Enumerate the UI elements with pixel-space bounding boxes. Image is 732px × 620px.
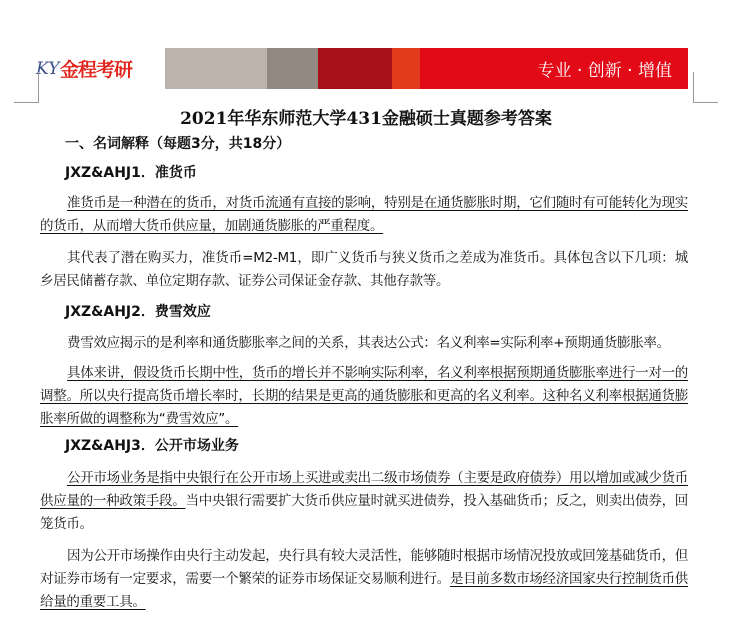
- underlined-text: 准货币是一种潜在的货币，对货币流通有直接的影响，特别是在通货膨胀时期，它们随时有可能转化为现实的货币，从而增大货币供应量，加剧通货膨胀的严重程度。: [40, 195, 688, 234]
- tagline: 专业 · 创新 · 增值: [420, 48, 688, 89]
- paragraph: [40, 332, 688, 355]
- paragraph: [40, 362, 688, 431]
- section-heading: 一、名词解释（每题3分，共18分）: [65, 136, 291, 152]
- paragraph: [40, 545, 688, 614]
- item-heading: JXZ&AHJ3．公开市场业务: [65, 438, 239, 454]
- logo: [36, 48, 165, 89]
- item-heading: JXZ&AHJ1．准货币: [65, 165, 197, 181]
- underlined-text: 公开市场业务是指中央银行在公开市场上买进或卖出二级市场债券（主要是政府债券）用以增加或减少货币供应量的一种政策手段。: [40, 470, 688, 509]
- paragraph: [40, 192, 688, 238]
- logo-text: 金程考研: [60, 59, 133, 81]
- color-block: [165, 48, 267, 89]
- page-corner-mark: [14, 72, 39, 103]
- text: 因为公开市场操作由央行主动发起，央行具有较大灵活性，能够随时根据市场情况投放或回笼基础货币，但对证券市场有一定要求，需要一个繁荣的证券市场保证交易顺利进行。: [40, 548, 688, 587]
- color-block: [267, 48, 318, 89]
- item-heading: JXZ&AHJ2．费雪效应: [65, 304, 211, 320]
- color-block: [318, 48, 392, 89]
- document-title: 2021年华东师范大学431金融硕士真题参考答案: [180, 109, 552, 129]
- underlined-text: 是目前多数市场经济国家央行控制货币供给量的重要工具。: [40, 571, 688, 610]
- header-banner: [36, 48, 688, 89]
- text: 其代表了潜在购买力，准货币=M2-M1，即广义货币与狭义货币之差成为准货币。具体包含以下几项：城乡居民储蓄存款、单位定期存款、证券公司保证金存款、其他存款等。: [40, 250, 688, 289]
- underlined-text: 具体来讲，假设货币长期中性，货币的增长并不影响实际利率，名义利率根据预期通货膨胀率进行一对一的调整。所以央行提高货币增长率时，长期的结果是更高的通货膨胀和更高的名义利率。这种名义利率根据通货膨胀率所做的调整称为“费雪效应”。: [40, 365, 688, 427]
- logo-mark: KY: [36, 58, 60, 79]
- color-block: [392, 48, 420, 89]
- text: 费雪效应揭示的是利率和通货膨胀率之间的关系，其表达公式：名义利率=实际利率+预期通货膨胀率。: [67, 335, 670, 351]
- paragraph: [40, 247, 688, 293]
- text: 当中央银行需要扩大货币供应量时就买进债券，投入基础货币；反之，则卖出债券，回笼货币。: [40, 493, 688, 532]
- page-corner-mark: [693, 72, 718, 103]
- paragraph: [40, 467, 688, 536]
